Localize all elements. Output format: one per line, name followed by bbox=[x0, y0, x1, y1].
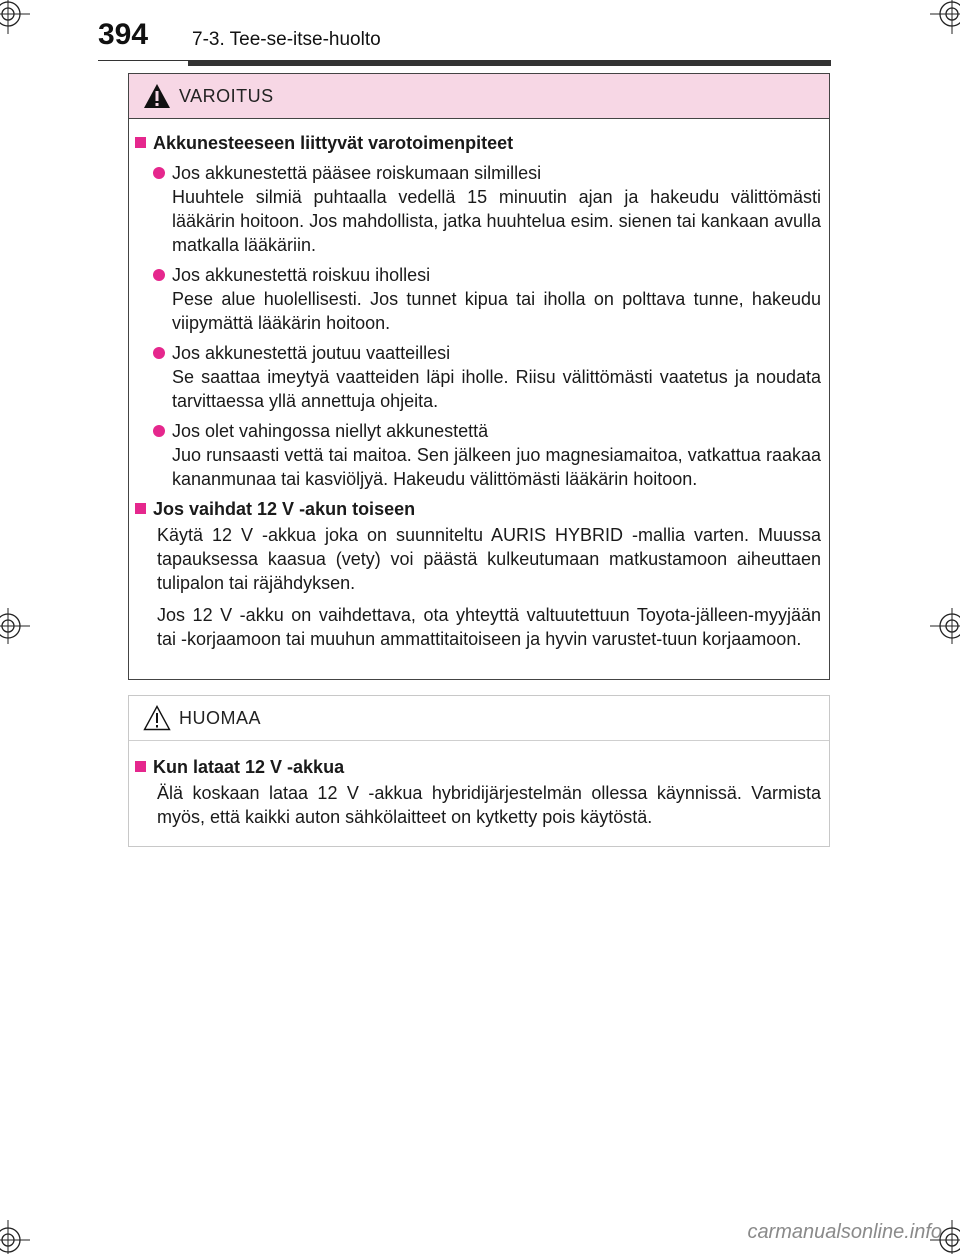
section-heading-text: Jos vaihdat 12 V -akun toiseen bbox=[153, 499, 416, 519]
round-bullet-icon bbox=[153, 167, 165, 179]
bullet-text: Juo runsaasti vettä tai maitoa. Sen jälkeen juo magnesiamaitoa, vatkattua raakaa kananmunaa tai kasviöljyä. Hakeudu välittömästi lääkärin hoitoon. bbox=[172, 445, 821, 489]
registration-mark-icon bbox=[0, 0, 40, 40]
registration-mark-icon bbox=[0, 1214, 40, 1254]
bullet-title: Jos akkunestettä roiskuu ihollesi bbox=[172, 265, 431, 285]
list-item bbox=[153, 419, 821, 491]
section-heading bbox=[135, 131, 821, 155]
square-bullet-icon bbox=[135, 761, 146, 772]
section-heading bbox=[135, 497, 821, 521]
list-item bbox=[153, 263, 821, 335]
registration-mark-icon bbox=[920, 0, 960, 40]
bullet-text: Huuhtele silmiä puhtaalla vedellä 15 minuutin ajan ja hakeudu välittömästi lääkärin hoitoon. Jos mahdollista, jatka huuhtelua esim. sienen tai kankaan avulla matkalla lääkäriin. bbox=[172, 187, 821, 255]
page-header bbox=[0, 0, 960, 60]
section-title: 7-3. Tee-se-itse-huolto bbox=[192, 29, 381, 50]
warning-body bbox=[129, 119, 829, 651]
paragraph: Käytä 12 V -akkua joka on suunniteltu AURIS HYBRID -mallia varten. Muussa tapauksessa kaasua (vety) voi päästä kulkeutumaan matkustamoon aiheuttaen tulipalon tai räjähdyksen. bbox=[157, 525, 821, 593]
registration-mark-icon bbox=[920, 606, 960, 646]
notice-body bbox=[129, 741, 829, 829]
bullet-text: Se saattaa imeytyä vaatteiden läpi iholle. Riisu välittömästi vaatetus ja noudata tarvittaessa yllä annettuja ohjeita. bbox=[172, 367, 821, 411]
watermark: carmanualsonline.info bbox=[747, 1221, 942, 1243]
notice-box bbox=[128, 695, 830, 847]
notice-label: HUOMAA bbox=[179, 707, 262, 728]
header-rule bbox=[188, 60, 831, 66]
registration-mark-icon bbox=[0, 606, 40, 646]
bullet-title: Jos akkunestettä pääsee roiskumaan silmillesi bbox=[172, 163, 542, 183]
section-heading-text: Akkunesteeseen liittyvät varotoimenpiteet bbox=[153, 133, 514, 153]
bullet-title: Jos akkunestettä joutuu vaatteillesi bbox=[172, 343, 451, 363]
section-heading bbox=[135, 755, 821, 779]
warning-box bbox=[128, 73, 830, 680]
caution-triangle-icon bbox=[143, 705, 171, 731]
round-bullet-icon bbox=[153, 269, 165, 281]
square-bullet-icon bbox=[135, 137, 146, 148]
paragraph: Jos 12 V -akku on vaihdettava, ota yhteyttä valtuutettuun Toyota-jälleen-myyjään tai -korjaamoon tai muuhun ammattitaitoiseen ja hyvin varustet-tuun korjaamoon. bbox=[157, 605, 821, 649]
list-item bbox=[153, 341, 821, 413]
warning-label: VAROITUS bbox=[179, 85, 274, 106]
warning-triangle-icon bbox=[143, 83, 171, 109]
square-bullet-icon bbox=[135, 503, 146, 514]
section-heading-text: Kun lataat 12 V -akkua bbox=[153, 757, 345, 777]
warning-header bbox=[129, 74, 829, 119]
paragraph: Älä koskaan lataa 12 V -akkua hybridijärjestelmän ollessa käynnissä. Varmista myös, että kaikki auton sähkölaitteet on kytketty pois käytöstä. bbox=[157, 783, 821, 827]
bullet-text: Pese alue huolellisesti. Jos tunnet kipua tai iholla on polttava tunne, hakeudu viipymättä lääkärin hoitoon. bbox=[172, 289, 821, 333]
round-bullet-icon bbox=[153, 347, 165, 359]
round-bullet-icon bbox=[153, 425, 165, 437]
notice-header bbox=[129, 696, 829, 741]
bullet-title: Jos olet vahingossa niellyt akkunestettä bbox=[172, 421, 489, 441]
header-rule-thin bbox=[98, 60, 188, 61]
page-number: 394 bbox=[98, 18, 149, 51]
list-item bbox=[153, 161, 821, 257]
